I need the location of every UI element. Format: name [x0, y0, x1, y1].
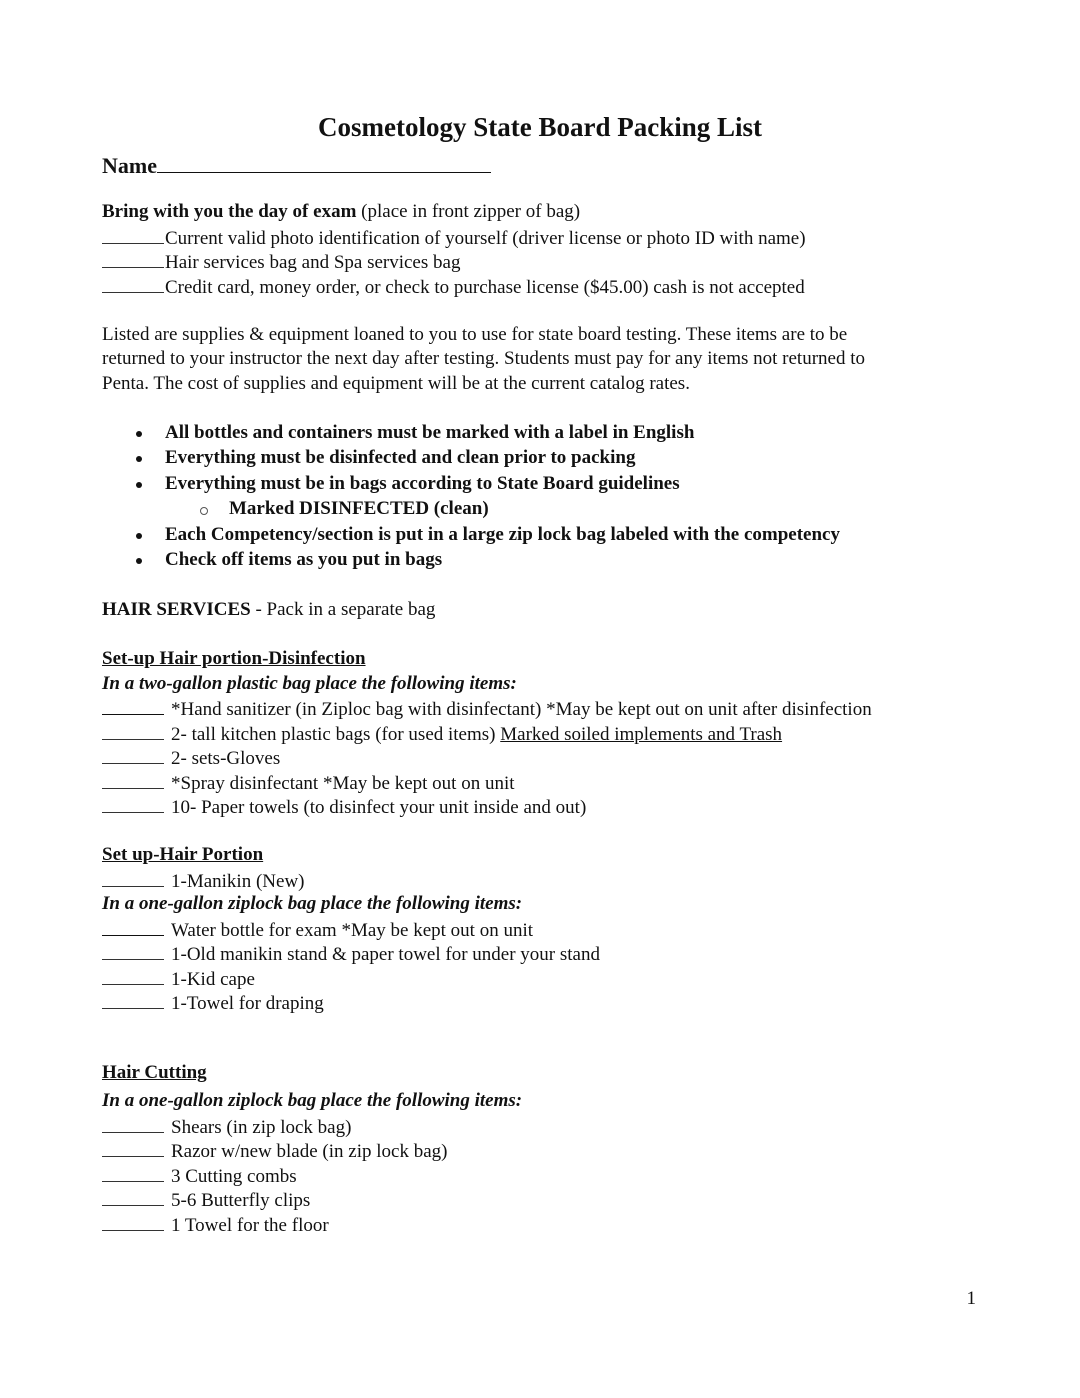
check-blank[interactable] — [102, 1114, 164, 1133]
spacer — [102, 1015, 982, 1061]
rule-item — [102, 472, 982, 498]
checklist-item — [102, 249, 982, 274]
check-blank[interactable] — [102, 696, 164, 715]
page-title: Cosmetology State Board Packing List — [318, 112, 762, 142]
check-blank[interactable] — [102, 249, 164, 268]
item-text: 1 Towel for the floor — [171, 1214, 329, 1236]
checklist-item — [102, 1163, 982, 1188]
bullet-icon — [136, 456, 142, 462]
check-blank[interactable] — [102, 794, 164, 813]
item-text: Current valid photo identification of yourself (driver license or photo ID with name) — [165, 227, 806, 249]
spacer — [102, 298, 982, 323]
rule-item — [102, 421, 982, 447]
checklist-item — [102, 794, 982, 819]
checklist-item — [102, 1187, 982, 1212]
exam-day-heading-bold: Bring with you the day of exam — [102, 201, 357, 222]
item-text: 1-Kid cape — [171, 968, 255, 990]
bullet-icon — [136, 533, 142, 539]
spacer — [102, 396, 982, 421]
checklist-item — [102, 745, 982, 770]
check-blank[interactable] — [102, 770, 164, 789]
rule-item — [102, 446, 982, 472]
rule-text: Check off items as you put in bags — [165, 549, 443, 570]
rule-text: Everything must be disinfected and clean prior to packing — [165, 447, 636, 468]
section-instruction: In a one-gallon ziplock bag place the following items: — [102, 1090, 523, 1111]
item-underlined-text: Marked soiled implements and Trash — [500, 723, 783, 745]
check-blank[interactable] — [102, 868, 164, 887]
section-instruction: In a one-gallon ziplock bag place the following items: — [102, 893, 523, 914]
rule-item — [102, 548, 982, 574]
name-label: Name — [102, 153, 157, 178]
check-blank[interactable] — [102, 917, 164, 936]
check-blank[interactable] — [102, 745, 164, 764]
spacer — [102, 623, 982, 648]
check-blank[interactable] — [102, 1138, 164, 1157]
item-text: Hair services bag and Spa services bag — [165, 252, 461, 273]
checklist-item — [102, 721, 982, 746]
hair-services-heading — [102, 598, 982, 623]
page-number: 1 — [966, 1288, 976, 1309]
rule-text: Each Competency/section is put in a large zip lock bag labeled with the competency — [165, 523, 840, 545]
item-text: 1-Manikin (New) — [171, 870, 305, 892]
check-blank[interactable] — [102, 1187, 164, 1206]
intro-paragraph-line: Penta. The cost of supplies and equipment will be at the current catalog rates. — [102, 372, 690, 394]
item-text: 1-Old manikin stand & paper towel for under your stand — [171, 944, 600, 965]
item-text: Water bottle for exam *May be kept out on unit — [171, 919, 534, 941]
checklist-item — [102, 966, 982, 991]
item-text: Shears (in zip lock bag) — [171, 1116, 352, 1138]
checklist-item — [102, 917, 982, 942]
item-text: 1-Towel for draping — [171, 993, 324, 1014]
check-blank[interactable] — [102, 1212, 164, 1231]
check-blank[interactable] — [102, 274, 164, 293]
item-text: Razor w/new blade (in zip lock bag) — [171, 1141, 448, 1162]
intro-paragraph-line: Listed are supplies & equipment loaned to you to use for state board testing. These items are to be — [102, 323, 848, 345]
intro-paragraph-line: returned to your instructor the next day after testing. Students must pay for any items not returned to — [102, 348, 865, 369]
checklist-item — [102, 990, 982, 1015]
bullet-icon — [136, 558, 142, 564]
hollow-bullet-icon — [200, 507, 208, 515]
section-heading-hair-cutting: Hair Cutting — [102, 1061, 207, 1083]
checklist-item — [102, 868, 982, 893]
hair-services-note: - Pack in a separate bag — [250, 599, 436, 620]
item-text: *Hand sanitizer (in Ziploc bag with disinfectant) *May be kept out on unit after disinfection — [171, 699, 872, 720]
exam-day-heading — [102, 200, 982, 225]
item-text: 2- tall kitchen plastic bags (for used items) — [171, 723, 501, 745]
name-field-row — [102, 148, 491, 181]
item-text: 5-6 Butterfly clips — [171, 1190, 311, 1211]
checklist-item — [102, 696, 982, 721]
exam-day-heading-note: (place in front zipper of bag) — [356, 201, 581, 222]
item-text: 10- Paper towels (to disinfect your unit inside and out) — [171, 797, 587, 818]
spacer — [102, 574, 982, 599]
checklist-item — [102, 1114, 982, 1139]
document-body — [102, 200, 982, 1236]
rule-sub-item — [102, 497, 982, 523]
checklist-item — [102, 770, 982, 795]
section-instruction: In a two-gallon plastic bag place the following items: — [102, 672, 517, 694]
check-blank[interactable] — [102, 941, 164, 960]
checklist-item — [102, 274, 982, 299]
checklist-item — [102, 941, 982, 966]
check-blank[interactable] — [102, 225, 164, 244]
bullet-icon — [136, 431, 142, 437]
spacer — [102, 819, 982, 844]
bullet-icon — [136, 482, 142, 488]
section-heading-setup-hair: Set up-Hair Portion — [102, 844, 264, 865]
checklist-item — [102, 1212, 982, 1237]
item-text: *Spray disinfectant *May be kept out on unit — [171, 772, 515, 794]
hair-services-label: HAIR SERVICES — [102, 599, 251, 620]
name-blank[interactable] — [157, 148, 491, 173]
checklist-item — [102, 225, 982, 250]
rule-text: All bottles and containers must be marked with a label in English — [165, 421, 695, 443]
check-blank[interactable] — [102, 1163, 164, 1182]
section-heading-setup-disinfection: Set-up Hair portion-Disinfection — [102, 648, 366, 669]
rule-sub-text: Marked DISINFECTED (clean) — [229, 498, 489, 519]
checklist-item — [102, 1138, 982, 1163]
item-text: 2- sets-Gloves — [171, 748, 281, 769]
rule-text: Everything must be in bags according to State Board guidelines — [165, 472, 680, 494]
rules-list — [102, 421, 982, 574]
check-blank[interactable] — [102, 990, 164, 1009]
rule-item — [102, 523, 982, 549]
check-blank[interactable] — [102, 966, 164, 985]
item-text: Credit card, money order, or check to purchase license ($45.00) cash is not accepted — [165, 276, 805, 298]
check-blank[interactable] — [102, 721, 164, 740]
item-text: 3 Cutting combs — [171, 1165, 297, 1187]
